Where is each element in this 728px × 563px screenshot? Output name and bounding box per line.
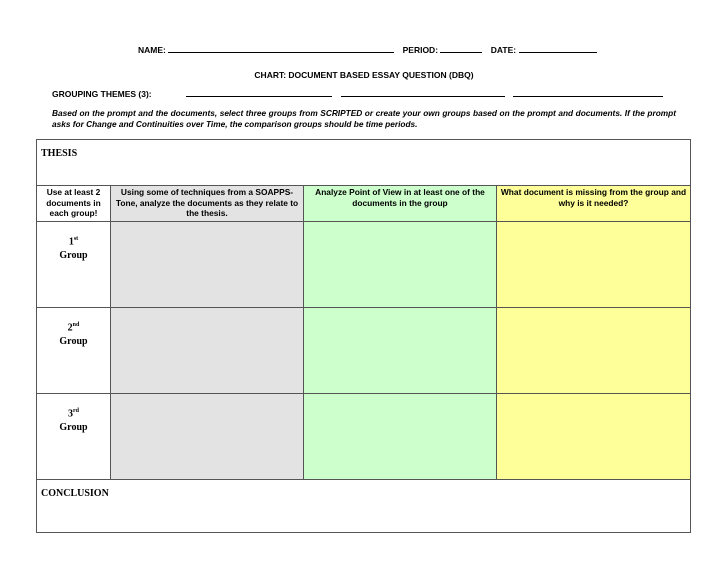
- group-label-2: 2nd Group: [37, 308, 111, 394]
- column-header-soapps: Using some of techniques from a SOAPPS-Tone, analyze the documents as they relate to the thesis.: [111, 186, 304, 222]
- date-label: DATE:: [490, 45, 517, 55]
- missing-document-cell-2[interactable]: [497, 308, 691, 394]
- date-blank[interactable]: [519, 44, 597, 53]
- theme-blank-3[interactable]: [513, 88, 663, 97]
- point-of-view-cell-3[interactable]: [304, 394, 497, 480]
- group-label-1: 1st Group: [37, 222, 111, 308]
- conclusion-cell[interactable]: [37, 480, 691, 533]
- theme-blank-2[interactable]: [341, 88, 505, 97]
- thesis-cell[interactable]: [37, 140, 691, 186]
- conclusion-label: CONCLUSION: [41, 488, 109, 499]
- instructions: Based on the prompt and the documents, select three groups from SCRIPTED or create your own groups based on the prompt and documents. If the prompt asks for Change and Continuities over Time, the comparison groups should be time periods.: [52, 108, 676, 129]
- dbq-chart-table: [36, 139, 691, 533]
- soapps-cell-2[interactable]: [111, 308, 304, 394]
- grouping-themes-label: GROUPING THEMES (3):: [52, 89, 152, 99]
- theme-blank-1[interactable]: [186, 88, 332, 97]
- missing-document-cell-3[interactable]: [497, 394, 691, 480]
- soapps-cell-3[interactable]: [111, 394, 304, 480]
- period-blank[interactable]: [440, 44, 482, 53]
- soapps-cell-1[interactable]: [111, 222, 304, 308]
- grouping-themes-line: [52, 88, 669, 99]
- column-header-documents: Use at least 2 documents in each group!: [37, 186, 111, 222]
- group-row-1: [37, 222, 691, 308]
- thesis-label: THESIS: [41, 148, 78, 159]
- missing-document-cell-1[interactable]: [497, 222, 691, 308]
- period-label: PERIOD:: [402, 45, 439, 55]
- point-of-view-cell-2[interactable]: [304, 308, 497, 394]
- point-of-view-cell-1[interactable]: [304, 222, 497, 308]
- group-row-3: [37, 394, 691, 480]
- group-label-3: 3rd Group: [37, 394, 111, 480]
- name-blank[interactable]: [168, 44, 394, 53]
- chart-title: CHART: DOCUMENT BASED ESSAY QUESTION (DBQ): [254, 70, 474, 80]
- name-label: NAME:: [138, 45, 166, 55]
- name-period-date-line: [138, 44, 603, 55]
- column-header-point-of-view: Analyze Point of View in at least one of the documents in the group: [304, 186, 497, 222]
- group-row-2: [37, 308, 691, 394]
- column-header-missing-document: What document is missing from the group and why is it needed?: [497, 186, 691, 222]
